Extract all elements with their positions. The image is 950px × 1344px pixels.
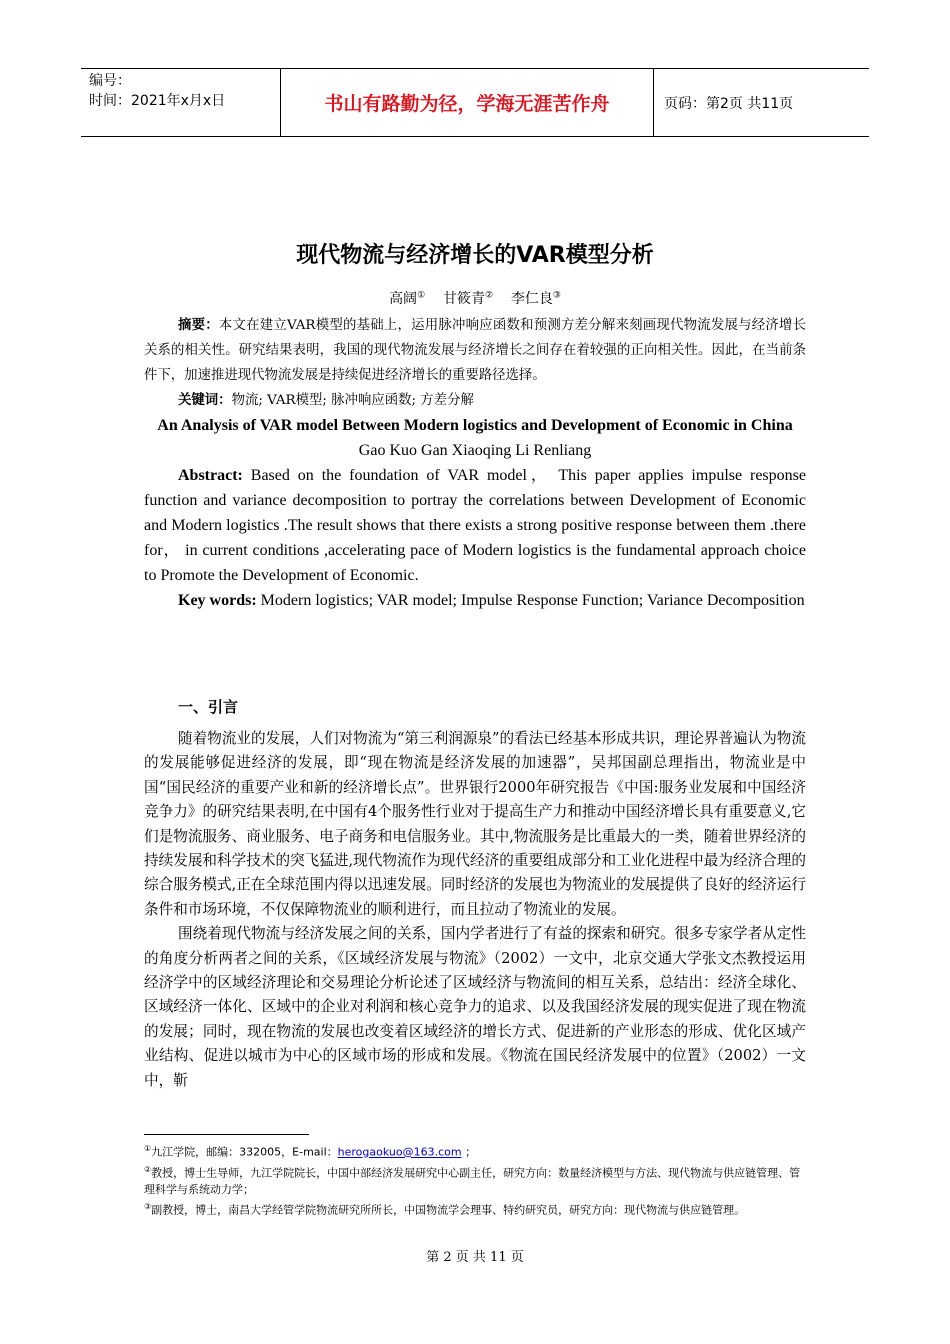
footnotes	[144, 1140, 806, 1219]
paper-title: 现代物流与经济增长的VAR模型分析	[296, 243, 654, 268]
header-date: 时间：2021年x月x日	[89, 93, 226, 109]
author-name: 李仁良	[510, 291, 553, 307]
author-name: 高阔	[389, 291, 418, 307]
keywords-en-text: Modern logistics; VAR model; Impulse Response Function; Variance Decomposition	[256, 592, 805, 609]
body-paragraph: 随着物流业的发展，人们对物流为“第三利润源泉”的看法已经基本形成共识，理论界普遍认为物流的发展能够促进经济的发展，即“现在物流是经济发展的加速器”，吴邦国副总理指出，物流业是中国“国民经济的重要产业和新的经济增长点”。世界银行2000年研究报告《中国:服务业发展和中国经济竞争力》的研究结果表明,在中国有4个服务性行业对于提高生产力和推动中国经济增长具有重要意义,它们是物流服务、商业服务、电子商务和电信服务业。其中,物流服务是比重最大的一类，随着世界经济的持续发展和科学技术的突飞猛进,现代物流作为现代经济的重要组成部分和工业化进程中最为经济合理的综合服务模式,正在全球范围内得以迅速发展。同时经济的发展也为物流业的发展提供了良好的经济运行条件和市场环境，不仅保障物流业的顺利进行，而且拉动了物流业的发展。	[144, 730, 806, 918]
section-heading: 一、引言	[178, 698, 239, 716]
abstract-cn	[144, 313, 806, 388]
keywords-en-label: Key words:	[178, 592, 257, 609]
header-number: 编号：	[89, 73, 131, 89]
header-page-number: 页码：第2页 共11页	[664, 95, 794, 112]
footnote-2	[144, 1161, 806, 1199]
header-slogan: 书山有路勤为径，学海无涯苦作舟	[281, 69, 654, 136]
author-name: 甘筱青	[442, 291, 485, 307]
footnote-text: 教授，博士生导师，九江学院院长，中国中部经济发展研究中心副主任，研究方向：数量经济模型与方法、现代物流与供应链管理、管理科学与系统动力学；	[144, 1166, 801, 1197]
page-footer: 第 2 页 共 11 页	[426, 1250, 524, 1265]
author-footnote-marker: ②	[484, 290, 494, 301]
english-authors: Gao Kuo Gan Xiaoqing Li Renliang	[358, 442, 592, 459]
author-footnote-marker: ③	[552, 290, 561, 301]
email-link[interactable]: herogaokuo@163.com	[337, 1145, 462, 1159]
footnote-text: ；	[461, 1145, 477, 1159]
footnote-3	[144, 1198, 806, 1219]
author-list	[0, 288, 950, 308]
section-intro	[144, 696, 806, 1093]
keywords-cn	[144, 388, 806, 413]
footnote-marker: ③	[144, 1202, 152, 1212]
abstract-en-text: Based on the foundation of VAR model， This paper applies impulse response function and variance decomposition to portray the correlations between Development of Economic and Modern logistics .The result shows that there exists a strong positive response between them .there for， in current conditions ,accelerating pace of Modern logistics is the fundamental approach choice to Promote the Development of Economic.	[144, 467, 806, 584]
abstract-cn-label: 摘要：	[178, 318, 219, 333]
header-meta	[81, 69, 281, 136]
footnote-text: 九江学院，邮编：332005，E-mail：	[151, 1145, 338, 1159]
keywords-cn-text: 物流; VAR模型; 脉冲响应函数; 方差分解	[231, 393, 474, 408]
abstract-en-label: Abstract:	[178, 467, 243, 484]
author-footnote-marker: ①	[417, 290, 426, 301]
footnote-text: 副教授，博士，南昌大学经管学院物流研究所所长，中国物流学会理事、特约研究员，研究方向：现代物流与供应链管理。	[151, 1203, 746, 1217]
body-paragraph: 围绕着现代物流与经济发展之间的关系，国内学者进行了有益的探索和研究。很多专家学者从定性的角度分析两者之间的关系，《区域经济发展与物流》（2002）一文中，北京交通大学张文杰教授运用经济学中的区域经济理论和交易理论分析论述了区域经济与物流间的相互关系，总结出：经济全球化、区域经济一体化、区域中的企业对利润和核心竞争力的追求、以及我国经济发展的现实促进了现在物流的发展；同时，现在物流的发展也改变着区域经济的增长方式、促进新的产业形态的形成、优化区域产业结构、促进以城市为中心的区域市场的形成和发展。《物流在国民经济发展中的位置》（2002）一文中，靳	[144, 925, 806, 1089]
abstract-block	[144, 313, 806, 613]
page-header	[81, 68, 869, 137]
english-title: An Analysis of VAR model Between Modern logistics and Development of Economic in China	[157, 417, 793, 434]
keywords-cn-label: 关键词：	[178, 393, 232, 408]
keywords-en	[144, 588, 806, 613]
footnote-marker: ①	[144, 1144, 152, 1153]
footnote-marker: ②	[144, 1164, 152, 1174]
footnote-divider	[144, 1134, 309, 1135]
abstract-en	[144, 463, 806, 588]
footnote-1	[144, 1140, 806, 1161]
abstract-cn-text: 本文在建立VAR模型的基础上，运用脉冲响应函数和预测方差分解来刻画现代物流发展与经济增长关系的相关性。研究结果表明，我国的现代物流发展与经济增长之间存在着较强的正向相关性。因此，在当前条件下，加速推进现代物流发展是持续促进经济增长的重要路径选择。	[144, 318, 806, 383]
